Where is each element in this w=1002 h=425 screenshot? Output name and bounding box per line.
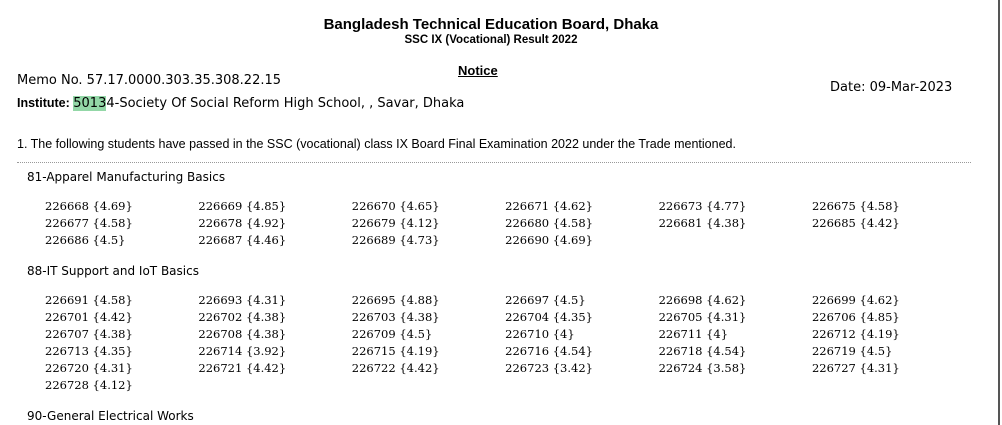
- result-entry: 226668 {4.69}: [45, 199, 133, 213]
- result-entry: 226673 {4.77}: [658, 199, 747, 213]
- result-entry: 226686 {4.5}: [45, 233, 126, 247]
- result-entry: 226695 {4.88}: [351, 293, 440, 307]
- trade-heading: 90-General Electrical Works: [27, 409, 194, 423]
- result-entry: 226720 {4.31}: [45, 361, 133, 375]
- institute-line: [17, 96, 464, 111]
- trade-heading: 81-Apparel Manufacturing Basics: [27, 170, 226, 184]
- result-entry: 226670 {4.65}: [351, 199, 440, 213]
- result-entry: 226691 {4.58}: [45, 293, 133, 307]
- result-entry: 226679 {4.12}: [351, 216, 440, 230]
- result-entry: 226727 {4.31}: [811, 361, 900, 375]
- pass-statement: 1. The following students have passed in the SSC (vocational) class IX Board Final Examination 2022 under the Trade mentioned.: [17, 137, 736, 151]
- result-entry: 226718 {4.54}: [658, 344, 747, 358]
- result-entry: 226713 {4.35}: [45, 344, 133, 358]
- result-entry: 226715 {4.19}: [351, 344, 440, 358]
- result-entry: 226675 {4.58}: [811, 199, 900, 213]
- notice-date: Date: 09-Mar-2023: [830, 80, 953, 95]
- result-entry: 226721 {4.42}: [198, 361, 287, 375]
- result-entry: 226708 {4.38}: [198, 327, 287, 341]
- result-entry: 226669 {4.85}: [198, 199, 287, 213]
- result-entry: 226703 {4.38}: [351, 310, 440, 324]
- institute-code-rest: 4: [106, 96, 115, 111]
- result-entry: 226680 {4.58}: [505, 216, 593, 230]
- result-entry: 226711 {4}: [658, 327, 729, 341]
- institute-name: -Society Of Social Reform High School, , Savar, Dhaka: [114, 96, 465, 111]
- result-entry: 226719 {4.5}: [811, 344, 893, 358]
- result-entry: 226724 {3.58}: [658, 361, 747, 375]
- result-entry: 226710 {4}: [505, 327, 575, 341]
- result-grid: [45, 292, 975, 394]
- result-entry: 226698 {4.62}: [658, 293, 747, 307]
- result-entry: 226707 {4.38}: [45, 327, 133, 341]
- institute-label: Institute:: [17, 96, 74, 110]
- result-entry: 226706 {4.85}: [811, 310, 900, 324]
- notice-heading: Notice: [458, 63, 498, 78]
- result-entry: 226712 {4.19}: [811, 327, 900, 341]
- result-entry: 226704 {4.35}: [505, 310, 593, 324]
- result-entry: 226697 {4.5}: [505, 293, 586, 307]
- trade-heading: 88-IT Support and IoT Basics: [27, 264, 199, 278]
- board-title: Bangladesh Technical Education Board, Dhaka: [323, 16, 659, 33]
- result-entry: 226681 {4.38}: [658, 216, 747, 230]
- result-entry: 226689 {4.73}: [351, 233, 440, 247]
- result-entry: 226685 {4.42}: [811, 216, 900, 230]
- result-entry: 226671 {4.62}: [505, 199, 593, 213]
- result-entry: 226714 {3.92}: [198, 344, 287, 358]
- result-grid: [45, 198, 975, 249]
- result-subtitle: SSC IX (Vocational) Result 2022: [404, 34, 578, 46]
- result-entry: 226702 {4.38}: [198, 310, 287, 324]
- dotted-divider: [17, 162, 971, 163]
- result-entry: 226677 {4.58}: [45, 216, 133, 230]
- result-entry: 226728 {4.12}: [45, 378, 133, 392]
- result-entry: 226701 {4.42}: [45, 310, 133, 324]
- memo-number: Memo No. 57.17.0000.303.35.308.22.15: [17, 73, 282, 88]
- result-entry: 226705 {4.31}: [658, 310, 747, 324]
- result-entry: 226699 {4.62}: [811, 293, 900, 307]
- result-entry: 226678 {4.92}: [198, 216, 287, 230]
- result-entry: 226709 {4.5}: [351, 327, 433, 341]
- page-edge: [998, 0, 1000, 425]
- result-entry: 226722 {4.42}: [351, 361, 440, 375]
- result-entry: 226693 {4.31}: [198, 293, 287, 307]
- result-entry: 226716 {4.54}: [505, 344, 593, 358]
- result-entry: 226690 {4.69}: [505, 233, 593, 247]
- institute-code-highlight: 5013: [73, 96, 107, 111]
- result-entry: 226687 {4.46}: [198, 233, 287, 247]
- result-entry: 226723 {3.42}: [505, 361, 593, 375]
